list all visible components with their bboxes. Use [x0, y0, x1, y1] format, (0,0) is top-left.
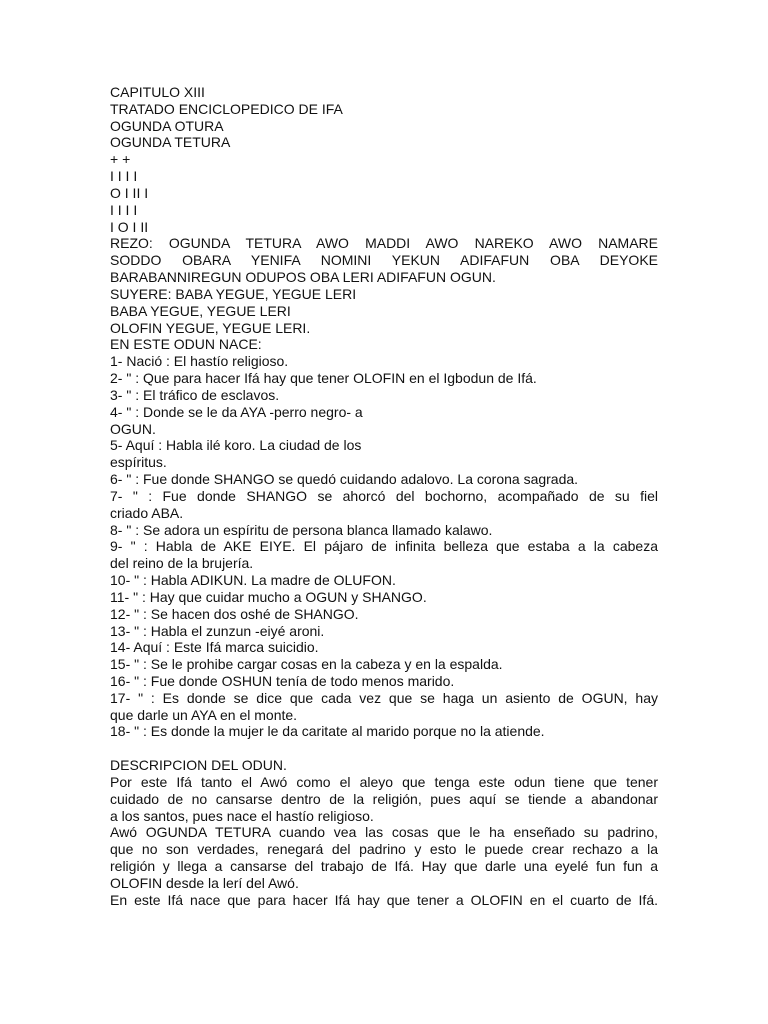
text-line: OGUNDA OTURA [110, 117, 224, 134]
text-line: 13- " : Habla el zunzun -eiyé aroni. [110, 622, 325, 639]
text-line: EN ESTE ODUN NACE: [110, 336, 262, 353]
text-line: BARABANNIREGUN ODUPOS OBA LERI ADIFAFUN OGUN. [110, 269, 496, 286]
text-line: O I II I [110, 184, 149, 201]
text-line: Por este Ifá tanto el Awó como el aleyo que tenga este odun tiene que tener [110, 773, 658, 790]
text-line: a los santos, pues nace el hastío religioso. [110, 807, 374, 824]
text-line: + + [110, 151, 131, 168]
text-line: religión y llega a cansarse del trabajo de Ifá. Hay que darle una eyelé fun fun a [110, 858, 658, 875]
text-line: 18- " : Es donde la mujer le da caritate al marido porque no la atiende. [110, 723, 545, 740]
text-line: SUYERE: BABA YEGUE, YEGUE LERI [110, 285, 357, 302]
text-line: espíritus. [110, 454, 167, 471]
text-line: I O I II [110, 218, 149, 235]
text-line: 8- " : Se adora un espíritu de persona blanca llamado kalawo. [110, 521, 493, 538]
text-line: 11- " : Hay que cuidar mucho a OGUN y SHANGO. [110, 588, 427, 605]
text-line: 15- " : Se le prohibe cargar cosas en la cabeza y en la espalda. [110, 656, 503, 673]
text-line: 5- Aquí : Habla ilé koro. La ciudad de los [110, 437, 362, 454]
text-line: SODDO OBARA YENIFA NOMINI YEKUN ADIFAFUN OBA DEYOKE [110, 252, 658, 269]
text-line: TRATADO ENCICLOPEDICO DE IFA [110, 100, 343, 117]
text-line: que no son verdades, renegará del padrino y esto le puede crear rechazo a la [110, 841, 658, 858]
text-line: 10- " : Habla ADIKUN. La madre de OLUFON. [110, 572, 396, 589]
text-line: que darle un AYA en el monte. [110, 706, 298, 723]
text-line: 7- " : Fue donde SHANGO se ahorcó del bochorno, acompañado de su fiel [110, 487, 658, 504]
text-line: cuidado de no cansarse dentro de la religión, pues aquí se tiende a abandonar [110, 790, 658, 807]
text-line: 9- " : Habla de AKE EIYE. El pájaro de infinita belleza que estaba a la cabeza [110, 538, 658, 555]
text-line: 16- " : Fue donde OSHUN tenía de todo menos marido. [110, 672, 455, 689]
blank-line [110, 740, 658, 757]
text-line: 6- " : Fue donde SHANGO se quedó cuidando adalovo. La corona sagrada. [110, 471, 579, 488]
text-line: OGUN. [110, 420, 156, 437]
text-line: CAPITULO XIII [110, 84, 205, 100]
text-line: 4- " : Donde se le da AYA -perro negro- a [110, 403, 363, 420]
text-line: 12- " : Se hacen dos oshé de SHANGO. [110, 605, 359, 622]
text-line: BABA YEGUE, YEGUE LERI [110, 302, 291, 319]
text-line: 2- " : Que para hacer Ifá hay que tener OLOFIN en el Igbodun de Ifá. [110, 370, 537, 387]
text-line: Awó OGUNDA TETURA cuando vea las cosas que le ha enseñado su padrino, [110, 824, 658, 841]
text-line: DESCRIPCION DEL ODUN. [110, 757, 287, 774]
text-line: I I I I [110, 168, 138, 185]
text-line: I I I I [110, 201, 138, 218]
text-line: OLOFIN desde la lerí del Awó. [110, 874, 299, 891]
text-line: 1- Nació : El hastío religioso. [110, 353, 289, 370]
text-line: OGUNDA TETURA [110, 134, 231, 151]
text-line: En este Ifá nace que para hacer Ifá hay que tener a OLOFIN en el cuarto de Ifá. [110, 891, 658, 908]
document-page [110, 84, 658, 909]
text-line: REZO: OGUNDA TETURA AWO MADDI AWO NAREKO AWO NAMARE [110, 235, 658, 252]
text-line: del reino de la brujería. [110, 555, 254, 572]
text-line: 3- " : El tráfico de esclavos. [110, 386, 280, 403]
text-line: criado ABA. [110, 504, 184, 521]
text-line: 14- Aquí : Este Ifá marca suicidio. [110, 639, 319, 656]
text-line: OLOFIN YEGUE, YEGUE LERI. [110, 319, 311, 336]
text-line: 17- " : Es donde se dice que cada vez que se haga un asiento de OGUN, hay [110, 689, 658, 706]
